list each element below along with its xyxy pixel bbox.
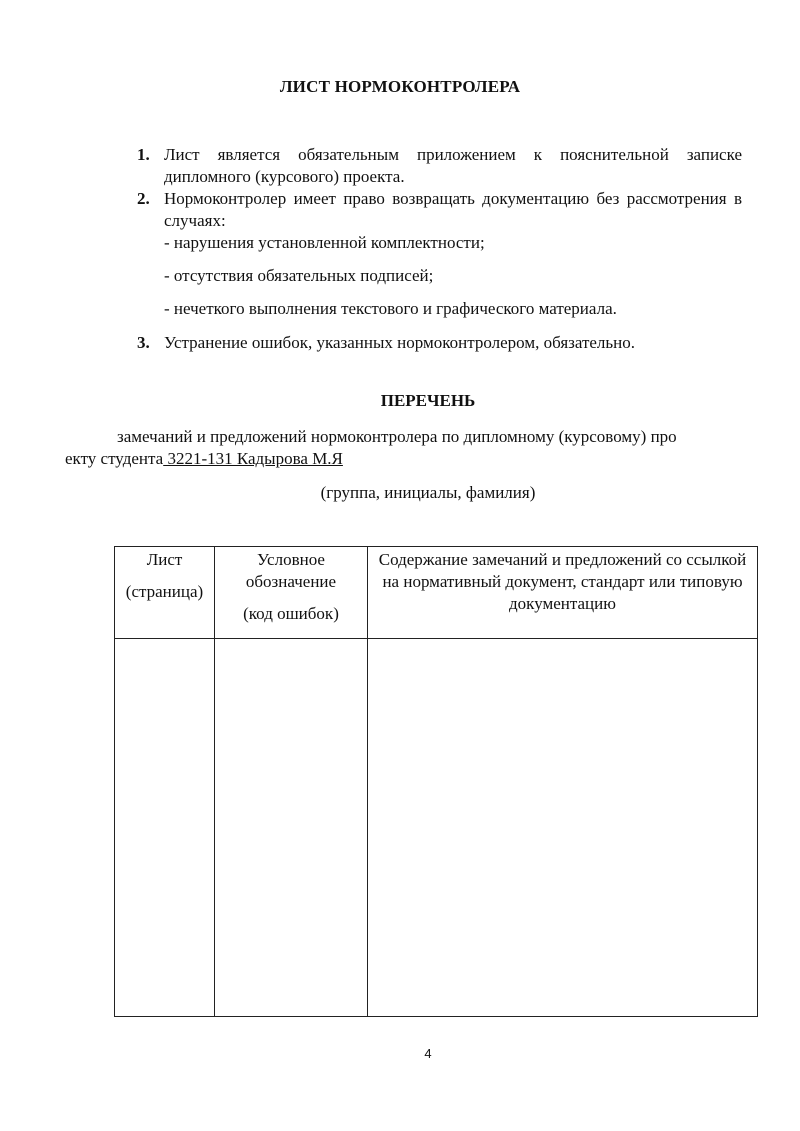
table-cell-content[interactable] bbox=[368, 639, 758, 1017]
rule-subitem: - нарушения установленной комплектности; bbox=[164, 233, 485, 252]
rule-number: 2. bbox=[137, 189, 150, 208]
rule-item-2 bbox=[137, 188, 742, 232]
header-sheet bbox=[115, 547, 215, 639]
intro-line-1: замечаний и предложений нормоконтролера по дипломному (курсовому) про bbox=[117, 427, 677, 446]
header-code bbox=[215, 547, 368, 639]
page-title: ЛИСТ НОРМОКОНТРОЛЕРА bbox=[279, 77, 521, 96]
rule-subitem: - нечеткого выполнения текстового и графического материала. bbox=[164, 299, 617, 318]
student-caption: (группа, инициалы, фамилия) bbox=[320, 483, 536, 502]
page-number: 4 bbox=[424, 1046, 432, 1061]
list-heading: ПЕРЕЧЕНЬ bbox=[380, 391, 476, 410]
table-row bbox=[115, 639, 758, 1017]
table-cell-sheet[interactable] bbox=[115, 639, 215, 1017]
header-content bbox=[368, 547, 758, 639]
rule-subitem: - отсутствия обязательных подписей; bbox=[164, 266, 434, 285]
intro-paragraph bbox=[65, 426, 765, 470]
rule-number: 1. bbox=[137, 145, 150, 164]
intro-line-2 bbox=[65, 448, 765, 470]
intro-prefix: екту студента bbox=[65, 449, 164, 468]
header-sheet-label: Лист bbox=[146, 550, 183, 569]
rule-item-1 bbox=[137, 144, 742, 188]
header-code-line3: (код ошибок) bbox=[243, 604, 339, 623]
header-content-label: Содержание замечаний и предложений со ссылкой на нормативный документ, стандарт или типовую документацию bbox=[378, 550, 747, 613]
rule-text: Нормоконтролер имеет право возвращать документацию без рассмотрения в случаях: bbox=[164, 189, 742, 230]
student-info: 3221-131 Кадырова М.Я bbox=[163, 449, 343, 468]
rules-list bbox=[137, 144, 742, 354]
rule-item-3 bbox=[137, 332, 742, 354]
rule-number: 3. bbox=[137, 333, 150, 352]
header-code-line2: обозначение bbox=[245, 572, 337, 591]
header-sheet-sub: (страница) bbox=[125, 582, 204, 601]
remarks-table bbox=[114, 546, 758, 1017]
table-cell-code[interactable] bbox=[215, 639, 368, 1017]
rule-text: Устранение ошибок, указанных нормоконтролером, обязательно. bbox=[164, 333, 636, 352]
table-header-row bbox=[115, 547, 758, 639]
rule-text: Лист является обязательным приложением к пояснительной записке дипломного (курсового) проекта. bbox=[164, 145, 742, 186]
header-code-line1: Условное bbox=[257, 550, 325, 569]
